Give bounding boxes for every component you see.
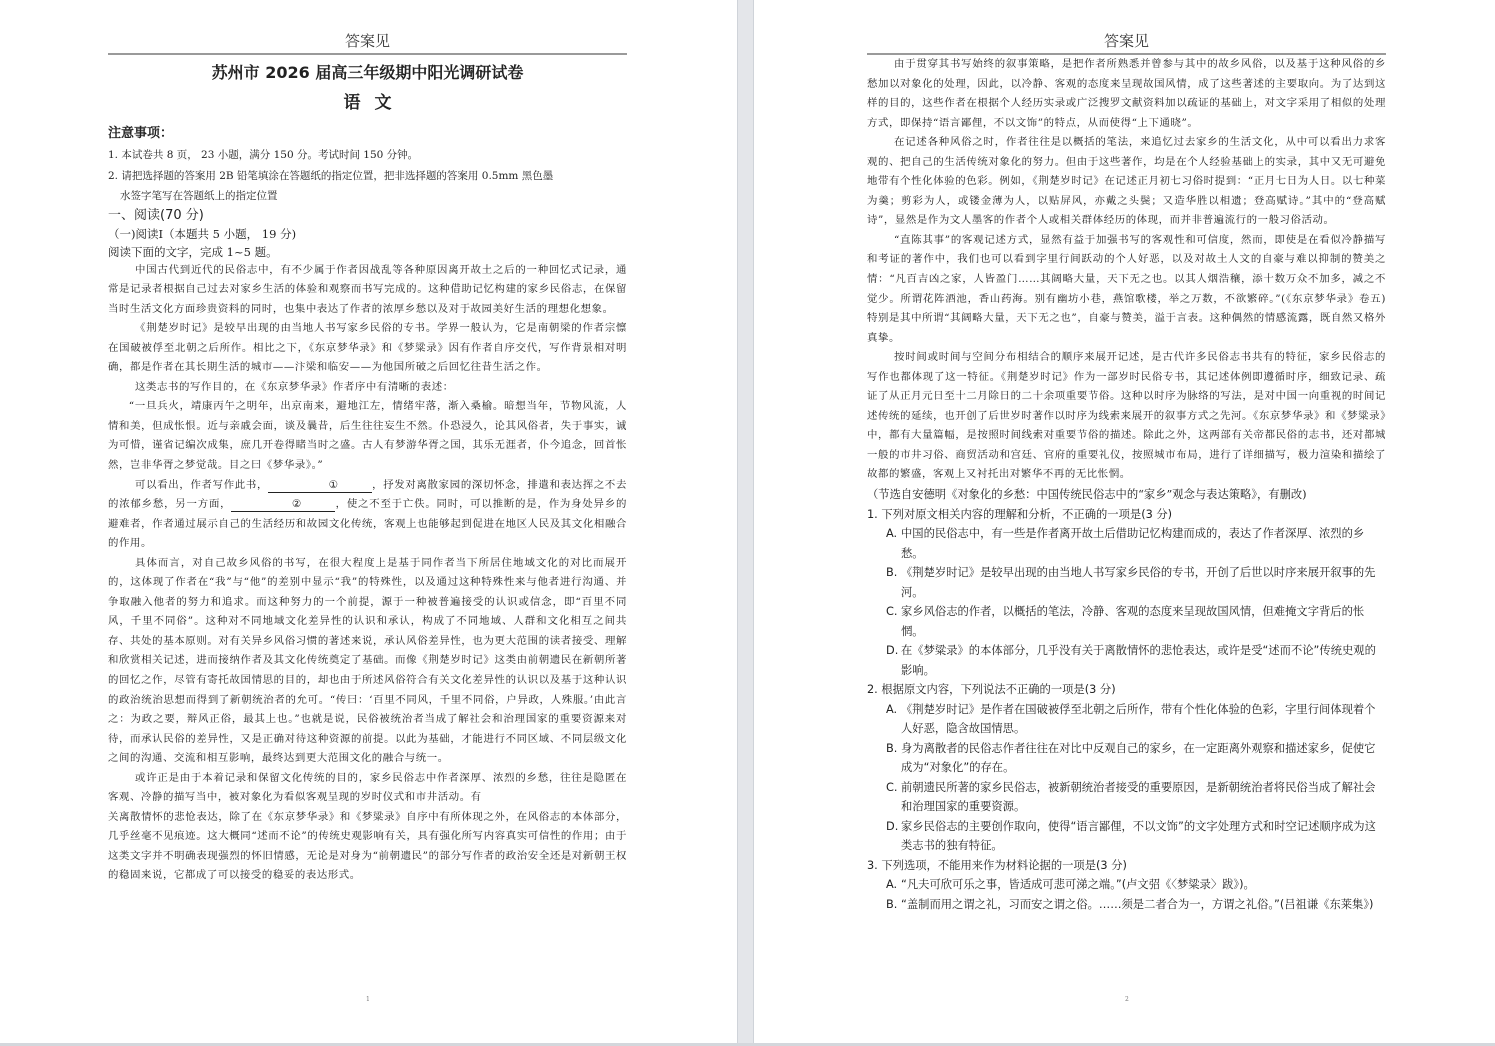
notice-heading: 注意事项： bbox=[108, 126, 174, 141]
page-number: 2 bbox=[1125, 996, 1129, 1003]
passage-paragraph: 由于贯穿其书写始终的叙事策略，是把作者所熟悉并曾参与其中的故乡风俗，以及基于这种风俗的乡愁加以对象化的处理，因此，以冷静、客观的态度来呈现故国风情，成了这些著述的主要取向。为了达到这样的目的，这些作者在根据个人经历实录或广泛搜罗文献资料加以疏证的基础上，对文字采用了相似的处理方式，即保持“语言鄙俚，不以文饰”的特点，从而使得“上下通晓”。 bbox=[867, 58, 1386, 129]
header-rule bbox=[108, 53, 627, 55]
fill-text-1: 可以看出，作者写作此书， bbox=[135, 478, 269, 491]
passage-paragraph: 具体而言，对自己故乡风俗的书写，在很大程度上是基于同作者当下所居住地域文化的对比而展开的，这体现了作者在“我”与“他”的差别中显示“我”的特殊性，以及通过这种特殊性来与他者进行沟通、并争取融入他者的努力和追求。而这种努力的一个前提，源于一种被普遍接受的认识或信念，即“百里不同风，千里不同俗”。这种对不同地域文化差异性的认识和承认，构成了不同地域、人群和文化相互之间共存、共处的基本原则。对有关异乡风俗习惯的著述来说，承认风俗差异性，也为更大范围的读者接受、理解和欣赏相关记述，进而接纳作者及其文化传统奠定了基础。而像《荆楚岁时记》这类由前朝遗民在新朝所著的回忆之作，尽管有寄托故国情思的目的，却也由于所述风俗符合有关文化差异性的认识以及基于这种认识的政治统治思想而得到了新朝统治者的允可。“传曰：‘百里不同风，千里不同俗，户异政，人殊服。’由此言之：为政之要，辩风正俗，最其上也。”也就是说，民俗被统治者当成了解社会和治理国家的重要资源来对待，而承认民俗的差异性，又是正确对待这种资源的前提。以此为基础，才能进行不同区域、不同层级文化之间的沟通、交流和相互影响，最终达到更大范围文化的融合与统一。 bbox=[108, 556, 627, 765]
document-page-2 bbox=[753, 0, 1495, 1043]
exam-title: 苏州市 2026 届高三年级期中阳光调研试卷 bbox=[211, 63, 524, 82]
subject-title: 语文 bbox=[343, 93, 406, 113]
section-heading: 一、阅读(70 分) bbox=[108, 207, 204, 223]
question-2-option-b: B. 身为离散者的民俗志作者往往在对比中反观自己的家乡，在一定距离外观察和描述家乡，促使它成为“对象化”的存在。 bbox=[886, 741, 1376, 775]
reading-instruction: 阅读下面的文字，完成 1~5 题。 bbox=[108, 244, 278, 259]
fill-text-2: ，抒发对离散家园的深切怀念，排遣和表达挥之不去的浓郁乡愁，另一方面， bbox=[108, 478, 627, 511]
passage-paragraph: 中国古代到近代的民俗志中，有不少属于作者因战乱等各种原因离开故土之后的一种回忆式记录，通常是记录者根据自己过去对家乡生活的体验和观察而书写完成的。这种借助记忆构建的家乡民俗志，在保留当时生活文化方面珍贵资料的同时，也集中表达了作者的浓厚乡愁以及对于故园美好生活的理想化想象。 bbox=[108, 263, 627, 315]
page-header: 答案见 bbox=[344, 32, 390, 50]
question-2-option-d: D. 家乡民俗志的主要创作取向，使得“语言鄙俚，不以文饰”的文字处理方式和时空记述顺序成为这类志书的独有特征。 bbox=[886, 819, 1376, 853]
question-3-option-a: A. “凡夫可欣可乐之事，皆适成可悲可涕之端。”(卢文弨《〈梦粱录〉跋》)。 bbox=[886, 878, 1255, 892]
quoted-preface: “一旦兵火，靖康丙午之明年，出京南来，避地江左，情绪牢落，渐入桑榆。暗想当年，节物风流，人情和美，但成怅恨。近与亲戚会面，谈及曩昔，后生往往妄生不然。仆恐浸久，论其风俗者，失于事实，诚为可惜，谨省记编次成集，庶几开卷得睹当时之盛。古人有梦游华胥之国，其乐无涯者，仆今追念，回首怅然，岂非华胥之梦觉哉。目之曰《梦华录》。” bbox=[108, 400, 627, 471]
blank-1: ① bbox=[268, 479, 372, 493]
question-3-stem: 3. 下列选项，不能用来作为材料论据的一项是(3 分) bbox=[867, 858, 1127, 872]
page-1-content bbox=[108, 30, 627, 886]
question-2-stem: 2. 根据原文内容，下列说法不正确的一项是(3 分) bbox=[867, 683, 1116, 697]
question-2-option-c: C. 前朝遗民所著的家乡民俗志，被新朝统治者接受的重要原因，是新朝统治者将民俗当成了解社会和治理国家的重要资源。 bbox=[886, 780, 1376, 814]
fill-blank-paragraph bbox=[108, 476, 627, 554]
passage-paragraph: 这类志书的写作目的，在《东京梦华录》作者序中有清晰的表述： bbox=[135, 380, 454, 393]
passage-source: （节选自安德明《对象化的乡愁：中国传统民俗志中的“家乡”观念与表达策略》，有删改) bbox=[867, 488, 1307, 502]
passage-paragraph: 《荆楚岁时记》是较早出现的由当地人书写家乡民俗的专书。学界一般认为，它是南朝梁的作者宗懔在国破被俘至北朝之后所作。相比之下，《东京梦华录》和《梦粱录》因有作者自序交代，写作背景相对明确，都是作者在其长期生活的城市——汴梁和临安——为他国所破之后回忆往昔生活之作。 bbox=[108, 322, 627, 374]
passage-paragraph: 在记述各种风俗之时，作者往往是以概括的笔法，来追忆过去家乡的生活文化，从中可以看出力求客观的、把自己的生活传统对象化的努力。但由于这些著作，均是在个人经验基础上的实录，其中又无可避免地带有个性化体验的色彩。例如，《荆楚岁时记》在记述正月初七习俗时提到：“正月七日为人日。以七种菜为羹；剪彩为人，或镂金薄为人，以贴屏风，亦戴之头鬓；又造华胜以相遗；登高赋诗。”其中的“登高赋诗”，显然是作为文人墨客的作者个人或相关群体经历的体现，而并非普遍流行的一般习俗活动。 bbox=[867, 136, 1386, 227]
page-2-content bbox=[867, 30, 1386, 914]
page-number: 1 bbox=[366, 996, 370, 1003]
document-page-1 bbox=[0, 0, 738, 1043]
passage-paragraph-cont: 关离散情怀的悲怆表达，除了在《东京梦华录》和《梦粱录》自序中有所体现之外，在风俗志的本体部分，几乎丝毫不见痕迹。这大概同“述而不论”的传统史观影响有关，具有强化所写内容真实可信性的作用；由于这类文字并不明确表现强烈的怀旧情感，无论是对身为“前朝遗民”的部分写作者的政治安全还是对新朝王权的稳固来说，它都成了可以接受的稳妥的表达形式。 bbox=[108, 810, 627, 882]
question-1-option-d: D. 在《梦粱录》的本体部分，几乎没有关于离散情怀的悲怆表达，或许是受“述而不论”传统史观的影响。 bbox=[886, 644, 1376, 677]
notice-item-2: 2. 请把选择题的答案用 2B 铅笔填涂在答题纸的指定位置，把非选择题的答案用 0.5mm 黑色墨 bbox=[108, 169, 554, 182]
passage-paragraph: 按时间或时间与空间分布相结合的顺序来展开记述，是古代许多民俗志书共有的特征，家乡民俗志的写作也都体现了这一特征。《荆楚岁时记》作为一部岁时民俗专书，其记述体例即遵循时序，细致记录、疏证了从正月元日至十二月除日的二十余项重要节俗。这种以时序为脉络的写法，是对中国一向重视的时间记述传统的延续，也开创了后世岁时著作以时序为线索来展开的叙事方式之先河。《东京梦华录》和《梦粱录》中，都有大量篇幅，是按照时间线索对重要节俗的描述。除此之外，这两部有关帝都民俗的志书，还对都城一般的市井习俗、商贸活动和宫廷、官府的重要礼仪，按照城市布局，进行了详细描写，极力渲染和描绘了故都的繁盛，客观上又衬托出对繁华不再的无比怅惘。 bbox=[867, 351, 1386, 481]
question-1-option-a: A. 中国的民俗志中，有一些是作者离开故土后借助记忆构建而成的，表达了作者深厚、浓烈的乡愁。 bbox=[886, 527, 1365, 560]
passage-paragraph: “直陈其事”的客观记述方式，显然有益于加强书写的客观性和可信度，然而，即使是在看似冷静描写和考证的著作中，我们也可以看到字里行间跃动的个人好恶，以及对故土人文的自豪与难以抑制的赞美之情：“凡百吉凶之家，人皆盈门……其阔略大量，天下无之也。以其人烟浩穰，添十数万众不加多，减之不觉少。所谓花阵酒池，香山药海。别有幽坊小巷，燕馆歌楼，举之万数，不欲繁碎。”(《东京梦华录》卷五)特别是其中所谓“其阔略大量，天下无之也”，自豪与赞美，溢于言表。这种偶然的情感流露，既自然又格外真挚。 bbox=[867, 233, 1386, 344]
blank-2: ② bbox=[231, 498, 335, 512]
subsection-heading: （一)阅读Ⅰ（本题共 5 小题， 19 分) bbox=[108, 226, 297, 241]
page-header: 答案见 bbox=[1103, 32, 1149, 50]
question-1-option-c: C. 家乡风俗志的作者，以概括的笔法，冷静、客观的态度来呈现故国风情，但难掩文字背后的怅惘。 bbox=[886, 605, 1365, 638]
fill-text-3: ，使之不至于亡佚。同时，可以推断的是，作为身处异乡的避难者，作者通过展示自己的生活经历和故园文化传统，客观上也能够起到促进在地区人民及其文化相融合的作用。 bbox=[108, 498, 627, 550]
notice-item-2-cont: 水签字笔写在答题纸上的指定位置 bbox=[120, 190, 278, 202]
passage-paragraph: 或许正是由于本着记录和保留文化传统的目的，家乡民俗志中作者深厚、浓烈的乡愁，往往是隐匿在客观、冷静的描写当中，被对象化为看似客观呈现的岁时仪式和市井活动。有 bbox=[108, 771, 627, 804]
question-1-stem: 1. 下列对原文相关内容的理解和分析，不正确的一项是(3 分) bbox=[867, 507, 1173, 521]
question-2-option-a: A. 《荆楚岁时记》是作者在国破被俘至北朝之后所作，带有个性化体验的色彩，字里行间体现着个人好恶，隐含故国情思。 bbox=[886, 702, 1376, 736]
question-3-option-b: B. “盖制而用之谓之礼，习而安之谓之俗。……须是二者合为一，方谓之礼俗。”(吕祖谦《东莱集》) bbox=[886, 897, 1374, 911]
question-1-option-b: B. 《荆楚岁时记》是较早出现的由当地人书写家乡民俗的专书，开创了后世以时序来展开叙事的先河。 bbox=[886, 566, 1376, 599]
notice-item-1: 1. 本试卷共 8 页， 23 小题，满分 150 分。考试时间 150 分钟。 bbox=[108, 149, 419, 161]
